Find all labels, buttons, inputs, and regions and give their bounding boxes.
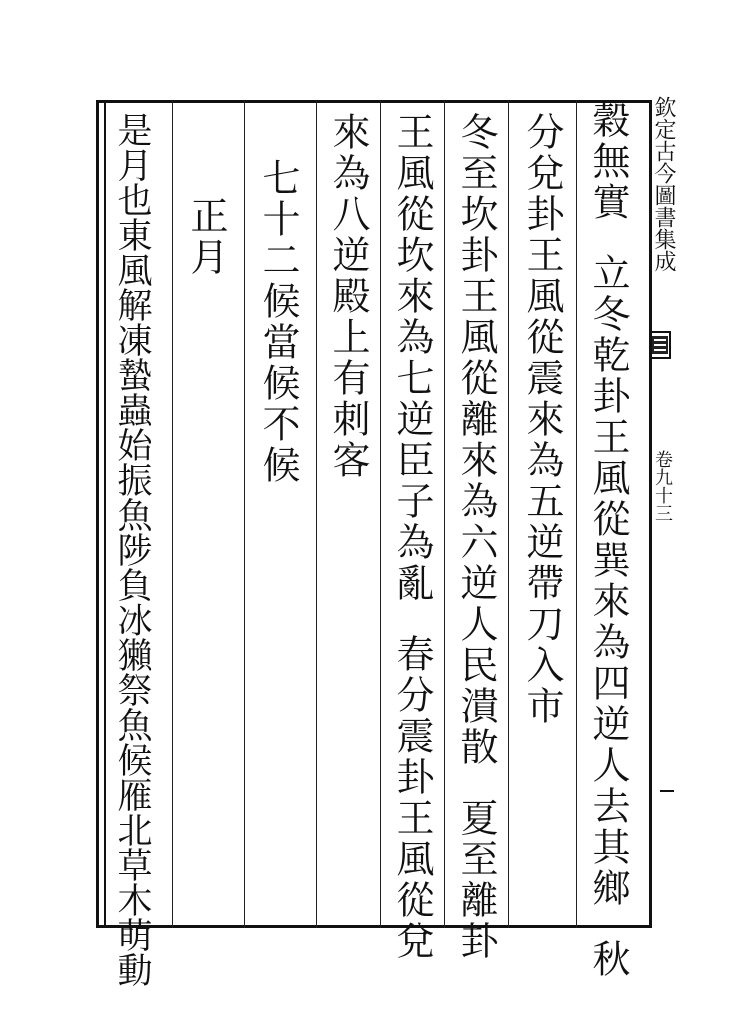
frame-inner-line [104,100,106,928]
text-column-4 [392,112,432,962]
column-text: 夏至離卦 [454,798,498,962]
column-text: 秋 [586,939,630,980]
text-column-5 [328,112,368,481]
column-text: 正月 [184,196,228,278]
column-text: 來為八逆殿上有刺客 [326,112,370,481]
text-column-1 [588,100,628,980]
book-title-margin: 欽定古今圖書集成 [651,96,676,272]
column-text: 立冬乾卦王風從巽來為四逆人去其鄉 [586,253,630,909]
column-rule [380,100,381,928]
fish-tail-mark [648,330,672,360]
column-text: 是月也東風解凍蟄蟲始振魚陟負冰獺祭魚候雁北草木萌動 [112,112,152,987]
text-column-6 [258,158,298,486]
column-rule [172,100,173,928]
column-rule [576,100,577,928]
volume-margin: 卷九十三 [652,450,673,522]
text-column-2 [522,112,562,727]
column-text: 王風從坎來為七逆臣子為亂 [390,112,434,604]
text-column-3 [456,112,496,962]
column-rule [316,100,317,928]
column-text: 冬至坎卦王風從離來為六逆人民潰散 [454,112,498,768]
column-text: 分兌卦王風從震來為五逆帶刀入市 [520,112,564,727]
text-column-8 [114,112,150,987]
text-column-7 [186,196,226,278]
column-rule [444,100,445,928]
column-text: 春分震卦王風從兌 [390,634,434,962]
margin-rule [660,790,674,792]
column-rule [244,100,245,928]
column-text: 七十二候當候不候 [256,158,300,486]
column-rule [508,100,509,928]
column-text: 穀無實 [586,100,630,223]
page-frame [96,100,652,928]
